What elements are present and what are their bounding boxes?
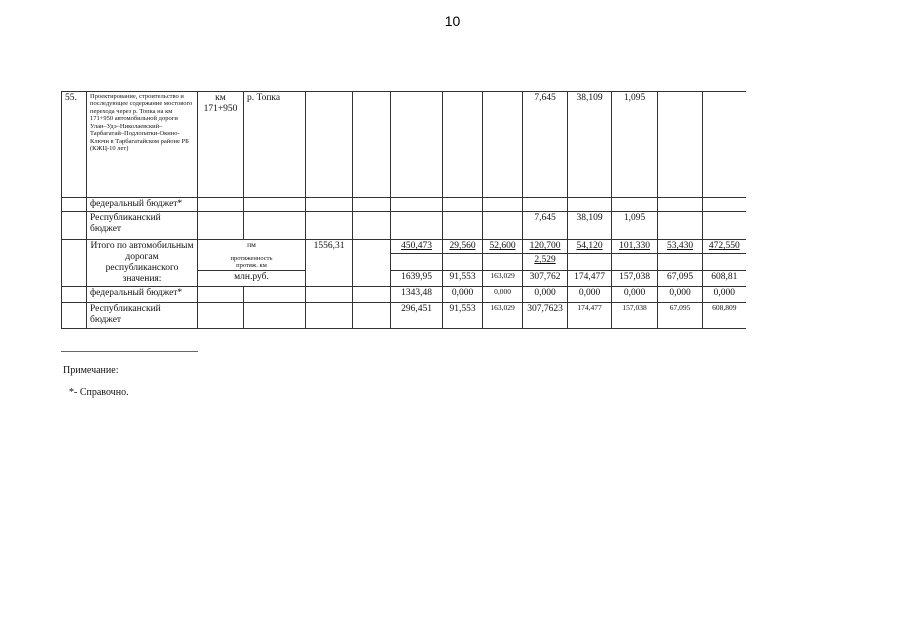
table-row-republic bbox=[62, 212, 746, 240]
table-row-55 bbox=[62, 92, 746, 198]
table-cell: 608,81 bbox=[703, 271, 746, 287]
project-unit: км 171+950 bbox=[198, 92, 244, 198]
table-cell: 296,451 bbox=[391, 303, 443, 329]
table-cell: 0,000 bbox=[703, 287, 746, 303]
table-cell: 0,000 bbox=[612, 287, 658, 303]
table-cell: 157,038 bbox=[612, 303, 658, 329]
table-cell: 1,095 bbox=[612, 92, 658, 198]
federal-total-label: федеральный бюджет* bbox=[87, 287, 198, 303]
table-cell: 157,038 bbox=[612, 271, 658, 287]
republic-total-label: Республиканский бюджет bbox=[87, 303, 198, 329]
table-cell: 1,095 bbox=[612, 212, 658, 240]
footnote-divider bbox=[61, 351, 198, 352]
table-cell: 91,553 bbox=[443, 271, 483, 287]
table-cell: 91,553 bbox=[443, 303, 483, 329]
table-cell: 1343,48 bbox=[391, 287, 443, 303]
table-cell: 38,109 bbox=[568, 212, 612, 240]
federal-label: федеральный бюджет* bbox=[87, 198, 198, 212]
table-cell: 0,000 bbox=[658, 287, 703, 303]
table-cell: 7,645 bbox=[523, 92, 568, 198]
table-cell: 1639,95 bbox=[391, 271, 443, 287]
table-cell: 120,700 bbox=[523, 240, 568, 254]
table-cell: 0,000 bbox=[523, 287, 568, 303]
table-cell: 38,109 bbox=[568, 92, 612, 198]
project-description: Проектирование, строительство и последующее содержание мостового перехода через р. Топка на км 171+950 автомобильной дороги Улан–Удэ–Николаевский–Тарбагатай–Подлопатки-Окино-Ключи в Тарбагатайском районе РБ (КЖЦ-10 лет) bbox=[87, 92, 198, 198]
note-text: *- Справочно. bbox=[69, 387, 129, 398]
table-cell: 608,809 bbox=[703, 303, 746, 329]
table-cell: 67,095 bbox=[658, 271, 703, 287]
table-row-total-length bbox=[62, 240, 746, 254]
total-length: 1556,31 bbox=[306, 240, 353, 287]
table-cell: 174,477 bbox=[568, 303, 612, 329]
table-cell: 54,120 bbox=[568, 240, 612, 254]
table-cell: 163,029 bbox=[483, 271, 523, 287]
table-cell: 307,762 bbox=[523, 271, 568, 287]
row-number: 55. bbox=[62, 92, 87, 198]
total-unit-length: протяженность протяж. км bbox=[198, 254, 306, 271]
table-cell: 0,000 bbox=[483, 287, 523, 303]
table-cell: 450,473 bbox=[391, 240, 443, 254]
total-label: Итого по автомобильным дорогам республиканского значения: bbox=[87, 240, 198, 287]
table-row-federal bbox=[62, 198, 746, 212]
table-cell: 307,7623 bbox=[523, 303, 568, 329]
table-cell: 7,645 bbox=[523, 212, 568, 240]
table-cell: 101,330 bbox=[612, 240, 658, 254]
republic-label: Республиканский бюджет bbox=[87, 212, 198, 240]
total-unit-money: млн.руб. bbox=[198, 271, 306, 287]
page-number: 10 bbox=[444, 13, 461, 29]
table-cell: 29,560 bbox=[443, 240, 483, 254]
budget-table bbox=[61, 91, 746, 329]
project-location: р. Топка bbox=[244, 92, 306, 198]
table-cell: 53,430 bbox=[658, 240, 703, 254]
total-unit-km: пм bbox=[198, 240, 306, 254]
table-cell: 52,600 bbox=[483, 240, 523, 254]
table-row-republic-total bbox=[62, 303, 746, 329]
note-title: Примечание: bbox=[63, 365, 119, 376]
table-cell: 0,000 bbox=[568, 287, 612, 303]
table-cell: 174,477 bbox=[568, 271, 612, 287]
table-cell: 2,529 bbox=[523, 254, 568, 271]
table-row-federal-total bbox=[62, 287, 746, 303]
table-cell: 472,550 bbox=[703, 240, 746, 254]
table-cell: 0,000 bbox=[443, 287, 483, 303]
table-cell: 163,029 bbox=[483, 303, 523, 329]
table-cell: 67,095 bbox=[658, 303, 703, 329]
